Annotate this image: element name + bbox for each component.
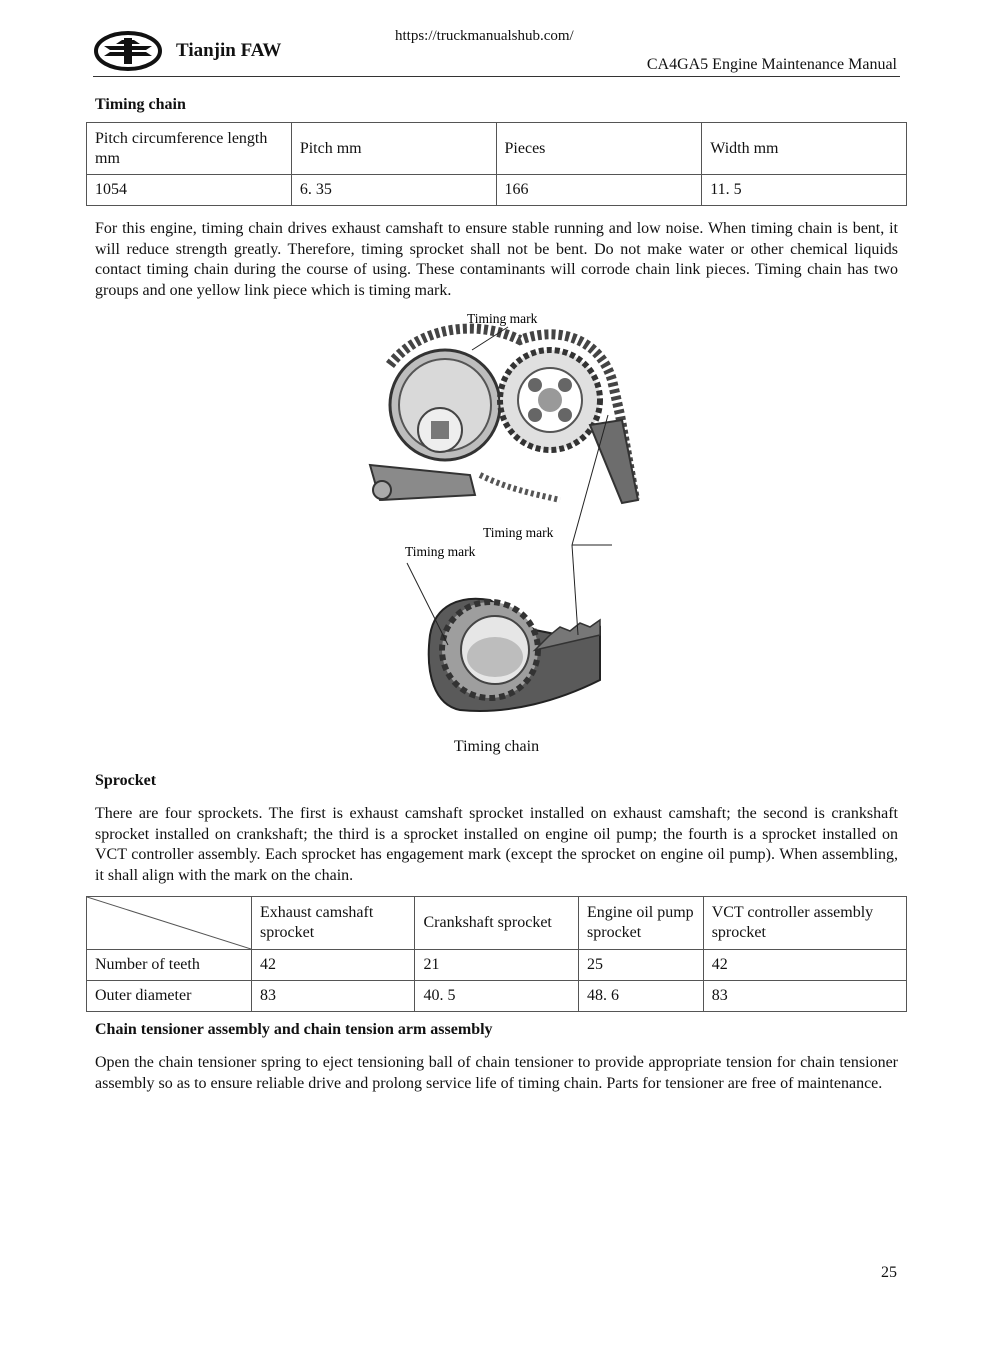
timing-chain-paragraph: For this engine, timing chain drives exhaust camshaft to ensure stable running and low noise. When timing chain is bent, it will reduce strength greatly. Therefore, timing sprocket shall not be bent. Do not make water or other chemical liquids contact timing chain during the course of using. These contaminants will corrode chain link pieces. Timing chain has two groups and one yellow link piece which is timing mark. xyxy=(95,220,898,299)
diagonal-divider xyxy=(87,897,251,949)
table-cell: 48. 6 xyxy=(579,981,704,1012)
table-cell: 42 xyxy=(252,950,415,981)
table-cell: 25 xyxy=(579,950,704,981)
table-row-label: Outer diameter xyxy=(87,981,252,1012)
header-rule xyxy=(93,76,900,77)
timing-chain-table xyxy=(86,122,907,206)
timing-mark-label-left: Timing mark xyxy=(405,544,476,559)
table-header-cell: Engine oil pump sprocket xyxy=(579,897,704,950)
table-cell: 1054 xyxy=(87,175,292,206)
timing-mark-label-top: Timing mark xyxy=(467,311,538,326)
table-header-cell: Pitch circumference length mm xyxy=(87,123,292,175)
tensioner-paragraph: Open the chain tensioner spring to eject tensioning ball of chain tensioner to provide appropriate tension for chain tensioner assembly so as to ensure reliable drive and prolong service life of timing chain. Parts for tensioner are free of maintenance. xyxy=(95,1054,898,1092)
table-header-cell: Crankshaft sprocket xyxy=(415,897,579,950)
table-row xyxy=(87,175,907,206)
timing-chain-figure xyxy=(360,305,650,725)
table-header-cell: Pitch mm xyxy=(291,123,496,175)
source-url[interactable]: https://truckmanualshub.com/ xyxy=(395,28,574,44)
callout-line xyxy=(572,545,578,635)
table-header-cell: VCT controller assembly sprocket xyxy=(703,897,906,950)
table-header-cell: Width mm xyxy=(702,123,907,175)
table-cell: 21 xyxy=(415,950,579,981)
table-cell: 166 xyxy=(496,175,702,206)
faw-logo-icon xyxy=(94,30,162,72)
sprocket-table xyxy=(86,896,907,1012)
table-header-cell: Pieces xyxy=(496,123,702,175)
manual-title: CA4GA5 Engine Maintenance Manual xyxy=(646,56,897,73)
table-cell: 11. 5 xyxy=(702,175,907,206)
table-cell: 40. 5 xyxy=(415,981,579,1012)
callout-line xyxy=(407,563,448,645)
table-row xyxy=(87,950,907,981)
table-cell: 42 xyxy=(703,950,906,981)
table-row-label: Number of teeth xyxy=(87,950,252,981)
page-number: 25 xyxy=(881,1264,897,1281)
table-cell: 83 xyxy=(252,981,415,1012)
figure-caption: Timing chain xyxy=(453,738,540,755)
tensioner-heading: Chain tensioner assembly and chain tension arm assembly xyxy=(95,1021,493,1038)
table-header-cell: Exhaust camshaft sprocket xyxy=(252,897,415,950)
timing-mark-label-right: Timing mark xyxy=(483,525,554,540)
sprocket-heading: Sprocket xyxy=(95,772,157,789)
crankshaft-sprocket-drawing xyxy=(429,599,600,711)
table-cell: 6. 35 xyxy=(291,175,496,206)
sprocket-paragraph: There are four sprockets. The first is exhaust camshaft sprocket installed on exhaust camshaft; the second is crankshaft sprocket installed on crankshaft; the third is a sprocket installed on engine oil pump; the fourth is a sprocket installed on VCT controller assembly. Each sprocket has engagement mark (except the sprocket on engine oil pump). When assembling, it shall align with the mark on the chain. xyxy=(95,805,898,884)
table-corner-cell xyxy=(87,897,252,950)
table-header-row xyxy=(87,123,907,175)
camshaft-sprockets-drawing xyxy=(370,329,638,503)
timing-chain-heading: Timing chain xyxy=(95,96,186,113)
table-header-row xyxy=(87,897,907,950)
brand-name: Tianjin FAW xyxy=(176,40,282,61)
table-cell: 83 xyxy=(703,981,906,1012)
table-row xyxy=(87,981,907,1012)
